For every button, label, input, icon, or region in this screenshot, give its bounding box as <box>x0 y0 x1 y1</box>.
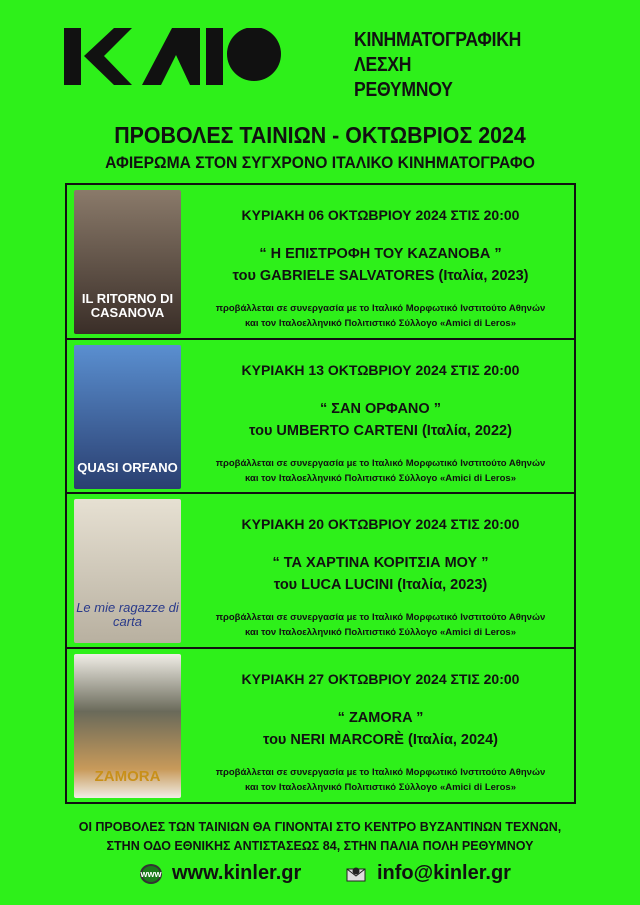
movie-title: “ ΤΑ ΧΑΡΤΙΝΑ ΚΟΡΙΤΣΙΑ ΜΟΥ ” <box>272 555 489 571</box>
club-name-line: ΚΙΝΗΜΑΤΟΓΡΑΦΙΚΗ <box>354 29 522 51</box>
screenings-table <box>65 183 576 804</box>
email-contact <box>345 862 511 885</box>
movie-poster <box>74 190 181 334</box>
club-logo <box>64 28 340 85</box>
email-link[interactable]: info@kinler.gr <box>377 862 511 884</box>
screening-row <box>67 185 574 340</box>
movie-director: του NERI MARCORÈ (Ιταλία, 2024) <box>263 731 498 748</box>
club-name-line: ΛΕΣΧΗ <box>354 54 412 76</box>
movie-title: “ Η ΕΠΙΣΤΡΟΦΗ ΤΟΥ ΚΑΖΑΝΟΒΑ ” <box>259 246 502 262</box>
poster-title: IL RITORNO DI CASANOVA <box>81 291 174 320</box>
screening-row <box>67 649 574 804</box>
website-contact <box>140 862 301 885</box>
globe-www-icon: www <box>140 864 162 884</box>
partner-note: προβάλλεται σε συνεργασία με το Ιταλικό Μορφωτικό Ινστιτούτο Αθηνών <box>215 303 546 314</box>
envelope-icon <box>345 864 367 884</box>
poster-title: Le mie ragazze di carta <box>76 600 179 629</box>
partner-note: προβάλλεται σε συνεργασία με το Ιταλικό Μορφωτικό Ινστιτούτο Αθηνών <box>215 457 546 469</box>
poster-title: QUASI ORFANO <box>77 459 178 475</box>
partner-note: και τον Ιταλοελληνικό Πολιτιστικό Σύλλογο «Amici di Leros» <box>245 472 516 484</box>
partner-note: και τον Ιταλοελληνικό Πολιτιστικό Σύλλογο «Amici di Leros» <box>245 318 516 329</box>
screening-row <box>67 340 574 495</box>
movie-poster <box>74 499 181 643</box>
venue-line: ΟΙ ΠΡΟΒΟΛΕΣ ΤΩΝ ΤΑΙΝΙΩΝ ΘΑ ΓΙΝΟΝΤΑΙ ΣΤΟ ΚΕΝΤΡΟ ΒΥΖΑΝΤΙΝΩΝ ΤΕΧΝΩΝ, <box>78 820 562 834</box>
club-name <box>354 28 521 103</box>
movie-director: του LUCA LUCINI (Ιταλία, 2023) <box>273 577 488 593</box>
movie-poster <box>74 654 181 798</box>
page-subtitle: ΑΦΙΕΡΩΜΑ ΣΤΟΝ ΣΥΓΧΡΟΝΟ ΙΤΑΛΙΚΟ ΚΙΝΗΜΑΤΟΓΡΑΦΟ <box>105 153 535 172</box>
screening-date: ΚΥΡΙΑΚΗ 06 ΟΚΤΩΒΡΙΟΥ 2024 ΣΤΙΣ 20:00 <box>241 207 520 223</box>
website-link[interactable]: www.kinler.gr <box>172 862 302 884</box>
screening-date: ΚΥΡΙΑΚΗ 20 ΟΚΤΩΒΡΙΟΥ 2024 ΣΤΙΣ 20:00 <box>241 516 520 532</box>
partner-note: προβάλλεται σε συνεργασία με το Ιταλικό Μορφωτικό Ινστιτούτο Αθηνών <box>215 612 546 623</box>
partner-note: και τον Ιταλοελληνικό Πολιτιστικό Σύλλογο «Amici di Leros» <box>245 627 516 638</box>
page-title: ΠΡΟΒΟΛΕΣ ΤΑΙΝΙΩΝ - ΟΚΤΩΒΡΙΟΣ 2024 <box>114 122 526 148</box>
movie-title: “ ZAMORA ” <box>337 709 424 726</box>
venue-line: ΣΤΗΝ ΟΔΟ ΕΘΝΙΚΗΣ ΑΝΤΙΣΤΑΣΕΩΣ 84, ΣΤΗΝ ΠΑΛΙΑ ΠΟΛΗ ΡΕΘΥΜΝΟΥ <box>106 839 534 853</box>
partner-note: και τον Ιταλοελληνικό Πολιτιστικό Σύλλογο «Amici di Leros» <box>245 781 516 793</box>
screening-date: ΚΥΡΙΑΚΗ 13 ΟΚΤΩΒΡΙΟΥ 2024 ΣΤΙΣ 20:00 <box>241 361 520 378</box>
movie-director: του UMBERTO CARTENI (Ιταλία, 2022) <box>249 422 512 439</box>
venue-info <box>0 818 640 856</box>
screening-date: ΚΥΡΙΑΚΗ 27 ΟΚΤΩΒΡΙΟΥ 2024 ΣΤΙΣ 20:00 <box>241 670 520 687</box>
movie-title: “ ΣΑΝ ΟΡΦΑΝΟ ” <box>320 400 441 417</box>
movie-poster <box>74 345 181 489</box>
partner-note: προβάλλεται σε συνεργασία με το Ιταλικό Μορφωτικό Ινστιτούτο Αθηνών <box>215 766 546 778</box>
screening-row <box>67 494 574 649</box>
club-name-line: ΡΕΘΥΜΝΟΥ <box>354 79 453 101</box>
poster-title: ZAMORA <box>94 767 161 785</box>
movie-director: του GABRIELE SALVATORES (Ιταλία, 2023) <box>232 268 529 284</box>
